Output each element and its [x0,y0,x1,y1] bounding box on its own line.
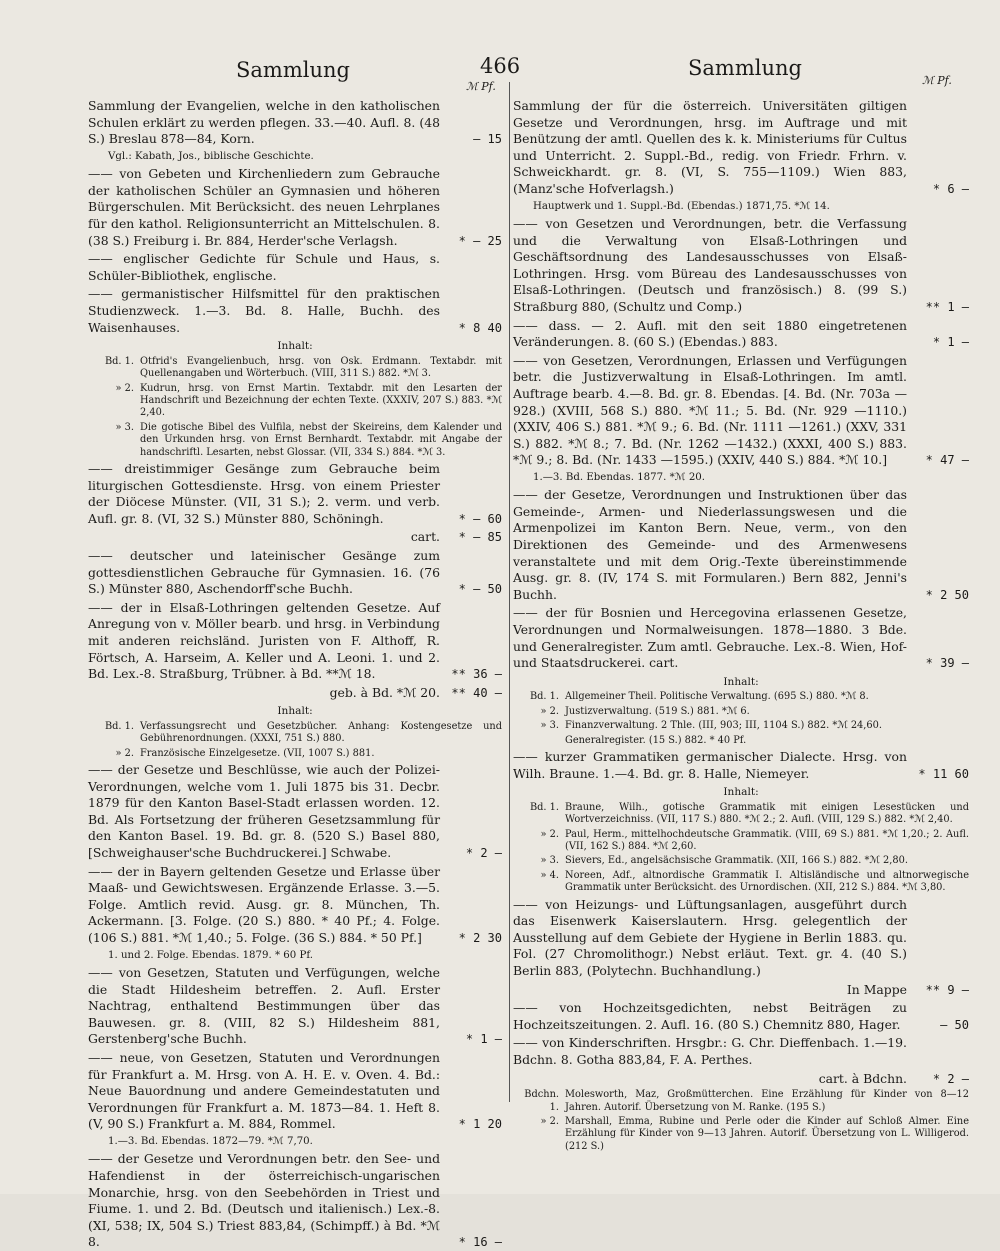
entry-text: —— englischer Gedichte für Schule und Haus, s. Schüler-Bibliothek, englische. [88,251,440,283]
volume-number: » 3. [540,720,559,732]
catalog-entry [88,1151,502,1251]
entry-text: —— der Gesetze, Verordnungen und Instruktionen über das Gemeinde-, Armen- und Niederlassungswesen und die Armenpolizei im Kanton Bern. Neue, verm., von den Direktionen des Gemeinde- und des Armenwesens veranstaltete und mit dem Orig.-Texte übereinstimmende Ausg. gr. 8. (IV, 174 S. mit Formularen.) Bern 882, Jenni's Buchh. [513,487,907,602]
volume-title: Generalregister. (15 S.) 882. * 40 Pf. [565,734,747,746]
page-number: 466 [480,54,521,78]
volume-number: » 3. [540,855,559,867]
entry-price: * 11 60 [918,766,969,781]
entry-text: —— germanistischer Hilfsmittel für den praktischen Studienzweck. 1.—3. Bd. 8. Halle, Buchh. des Waisenhauses. [88,286,440,335]
volume-title: Finanzverwaltung. 2 Thle. (III, 903; III, 1104 S.) 882. *ℳ 24,60. [565,720,882,732]
entry-text: —— der für Bosnien und Hercegovina erlassenen Gesetze, Verordnungen und Normalweisungen. 1878—1880. 3 Bde. und Generalregister. Zum amtl. Gebrauche. Lex.-8. Wien, Hof- und Staatsdruckerei. cart. [513,605,907,671]
volume-title: Französische Einzelgesetze. (VII, 1007 S.) 881. [140,747,375,759]
entry-price: * 8 40 [458,320,502,335]
catalog-entry [88,965,502,1048]
volume-title: Justizverwaltung. (519 S.) 881. *ℳ 6. [565,705,750,717]
volume-item [513,691,969,703]
entry-text: cart. à Bdchn. [818,1070,907,1086]
contents-heading: Inhalt: [277,705,313,718]
catalog-entry [513,318,969,351]
left-running-title: Sammlung [236,58,350,82]
entry-price: * 47 — [925,453,969,468]
contents-heading: Inhalt: [723,675,759,688]
entry-price: ** 1 — [925,299,969,314]
volume-number: Bd. 1. [104,355,134,367]
entry-price: * 1 — [932,335,969,350]
volume-number: Bd. 1. [529,801,559,813]
volume-item [88,356,502,381]
page-header [0,54,1000,93]
catalog-entry [513,605,969,671]
volume-number: Bd. 1. [104,720,134,732]
volume-number: » 3. [115,421,134,433]
catalog-entry [88,864,502,947]
entry-price: * 6 — [932,181,969,196]
catalog-entry [513,487,969,603]
binding-price-line [88,685,502,702]
entry-text: geb. à Bd. *ℳ 20. [329,684,440,700]
entry-text: —— der Gesetze und Beschlüsse, wie auch der Polizei-Verordnungen, welche vom 1. Juli 1875 bis 31. Decbr. 1879 für den Kanton Basel-Stadt erlassen worden. 12. Bd. Als Fortsetzung der früheren Gesetzsammlung für den Kanton Basel. 19. Bd. gr. 8. (520 S.) Basel 880, [Schweighauser'sche Buchdruckerei.] Schwabe. [88,762,440,861]
volume-number: » 2. [115,747,134,759]
entry-text: —— neue, von Gesetzen, Statuten und Verordnungen für Frankfurt a. M. Hrsg. von A. H. E. v. Oven. 4. Bd.: Neue Bauordnung und andere Gemeindestatuten und Verordnungen für Frankfurt a. M. 1873—84. 1. Heft 8. (V, 90 S.) Frankfurt a. M. 884, Rommel. [88,1050,440,1132]
entry-text: Sammlung der Evangelien, welche in den katholischen Schulen erklärt zu werden pflegen. 33.—40. Aufl. 8. (48 S.) Breslau 878—84, Korn. [88,98,440,147]
entry-text: —— der in Bayern geltenden Gesetze und Erlasse über Maaß- und Gewichtswesen. Ergänzende Erlasse. 3.—5. Folge. Amtlich revid. Ausg. gr. 8. München, Th. Ackermann. [3. Folge. (20 S.) 880. * 40 Pf.; 4. Folge. (106 S.) 881. *ℳ 1,40.; 5. Folge. (36 S.) 884. * 50 Pf.] [88,863,440,946]
catalog-entry [88,461,502,527]
entry-text: —— von Kinderschriften. Hrsgbr.: G. Chr. Dieffenbach. 1.—19. Bdchn. 8. Gotha 883,84, F. A. Perthes. [513,1035,907,1067]
binding-price-line [88,529,502,546]
catalog-entry [88,251,502,284]
entry-price: * 16 — [458,1235,502,1250]
volume-number: » 2. [115,382,134,394]
right-running-title: Sammlung [688,56,802,80]
entry-text: cart. [410,529,440,545]
catalog-entry [513,1035,969,1068]
catalog-entry [88,762,502,862]
entry-price: * 2 — [932,1071,969,1086]
volume-item [513,720,969,732]
volume-item [88,422,502,459]
volume-title: Sievers, Ed., angelsächsische Grammatik. (XII, 166 S.) 882. *ℳ 2,80. [565,855,908,867]
catalog-entry [513,353,969,469]
entry-text: Sammlung der für die österreich. Universitäten giltigen Gesetze und Verordnungen, hrsg. im Auftrage und mit Benützung der amtl. Quellen des k. k. Ministeriums für Cultus und Unterricht. 2. Suppl.-Bd., redig. von Friedr. Frhrn. v. Schweickhardt. gr. 8. (VI, S. 755—1109.) Wien 883, (Manz'sche Hofverlagsh.) [513,98,907,196]
volume-number: Bdchn. 1. [524,1089,559,1113]
entry-note: 1.—3. Bd. Ebendas. 1872—79. *ℳ 7,70. [108,1135,313,1147]
volume-title: Kudrun, hrsg. von Ernst Martin. Textabdr. mit den Lesarten der Handschrift und Bezeichnung der echten Texte. (XXXIV, 207 S.) 883. *ℳ 2,40. [140,382,502,419]
volume-title: Otfrid's Evangelienbuch, hrsg. von Osk. Erdmann. Textabdr. mit Quellenangaben und Wörterbuch. (VIII, 311 S.) 882. *ℳ 3. [140,355,502,380]
catalog-entry [513,749,969,782]
volume-item [88,383,502,420]
entry-price: — 50 [940,1017,969,1032]
volume-item [513,706,969,718]
entry-text: —— von Hochzeitsgedichten, nebst Beiträgen zu Hochzeitszeitungen. 2. Aufl. 16. (80 S.) Chemnitz 880, Hager. [513,1000,907,1032]
entry-text: —— dass. — 2. Aufl. mit den seit 1880 eingetretenen Veränderungen. 8. (60 S.) (Ebendas.) 883. [513,317,907,350]
volume-item [513,735,969,747]
column-divider [509,82,510,1102]
volume-item [513,870,969,895]
volume-item [513,855,969,867]
entry-text: —— kurzer Grammatiken germanischer Dialecte. Hrsg. von Wilh. Braune. 1.—4. Bd. gr. 8. Halle, Niemeyer. [513,749,907,781]
entry-price: * — 85 [458,530,502,545]
binding-price-line [513,982,969,999]
entry-price: ** 40 — [451,685,502,700]
volume-title: Molesworth, Maz, Großmütterchen. Eine Erzählung für Kinder von 8—12 Jahren. Autorif. Übersetzung von M. Ranke. (195 S.) [565,1089,969,1113]
catalog-entry [513,897,969,980]
right-column [513,98,969,1154]
volume-item [88,721,502,746]
entry-text: In Mappe [846,981,907,997]
entry-price: * — 50 [458,582,502,597]
volume-number: » 2. [540,705,559,717]
entry-price: * 39 — [925,656,969,671]
contents-heading: Inhalt: [723,786,759,799]
entry-price: * 2 — [465,846,502,861]
volume-title: Braune, Wilh., gotische Grammatik mit einigen Lesestücken und Wortverzeichniss. (VII, 117 S.) 880. *ℳ 2.; 2. Aufl. (VIII, 129 S.) 882. *ℳ 2,40. [565,801,969,826]
catalog-entry [88,1050,502,1133]
entry-price: * 2 50 [925,587,969,602]
volume-item [513,1116,969,1153]
volume-title: Paul, Herm., mittelhochdeutsche Grammatik. (VIII, 69 S.) 881. *ℳ 1,20.; 2. Aufl. (VII, 162 S.) 884. *ℳ 2,60. [565,828,969,853]
entry-text: —— von Gebeten und Kirchenliedern zum Gebrauche der katholischen Schüler an Gymnasien und höheren Bürgerschulen. Mit Berücksicht. des neuen Lehrplanes für den kathol. Religionsunterricht an Mittelschulen. 8. (38 S.) Freiburg i. Br. 884, Herder'sche Verlagsh. [88,166,440,248]
volume-item [513,1089,969,1114]
volume-title: Verfassungsrecht und Gesetzbücher. Anhang: Kostengesetze und Gebührenordnungen. (XXXI, 751 S.) 880. [140,720,502,745]
entry-price: ** 9 — [925,982,969,997]
entry-price: * 1 — [465,1032,502,1047]
left-currency-unit: ℳ Pf. [466,80,496,93]
volume-number: » 2. [540,828,559,840]
entry-price: ** 36 — [451,667,502,682]
catalog-entry [88,600,502,683]
volume-title: Die gotische Bibel des Vulfila, nebst der Skeireins, dem Kalender und den Urkunden hrsg. von Ernst Bernhardt. Textabdr. mit Angabe der handschriftl. Lesarten, nebst Glossar. (VII, 334 S.) 884. *ℳ 3. [140,421,502,458]
entry-note: Vgl.: Kabath, Jos., biblische Geschichte. [108,150,314,162]
left-column [88,98,502,1250]
catalog-entry [88,166,502,249]
volume-item [88,748,502,760]
volume-title: Noreen, Adf., altnordische Grammatik I. Altisländische und altnorwegische Grammatik unter Berücksicht. des Urnordischen. (XII, 212 S.) 884. *ℳ 3,80. [565,869,969,894]
contents-heading: Inhalt: [277,340,313,353]
catalog-entry [513,1000,969,1033]
catalog-entry [513,216,969,316]
catalog-entry [513,98,969,198]
entry-price: * — 60 [458,511,502,526]
entry-text: —— von Gesetzen, Statuten und Verfügungen, welche die Stadt Hildesheim betreffen. 2. Aufl. Erster Nachtrag, enthaltend Bestimmungen über das Bauwesen. gr. 8. (VIII, 82 S.) Hildesheim 881, Gerstenberg'sche Buchh. [88,965,440,1047]
volume-number: Bd. 1. [529,691,559,703]
entry-note: Hauptwerk und 1. Suppl.-Bd. (Ebendas.) 1871,75. *ℳ 14. [533,200,830,212]
entry-price: * — 25 [458,233,502,248]
entry-price: — 15 [473,132,502,147]
volume-number: » 2. [540,1116,559,1127]
volume-number: » 4. [540,869,559,881]
entry-price: * 1 20 [458,1117,502,1132]
volume-title: Marshall, Emma, Rubine und Perle oder die Kinder auf Schloß Almer. Eine Erzählung für Kinder von 9—13 Jahren. Autorif. Übersetzung von L. Willigerod. (212 S.) [565,1116,969,1152]
volume-item [513,802,969,827]
entry-note: 1. und 2. Folge. Ebendas. 1879. * 60 Pf. [108,949,314,961]
entry-text: —— deutscher und lateinischer Gesänge zum gottesdienstlichen Gebrauche für Gymnasien. 16. (76 S.) Münster 880, Aschendorff'sche Buchh. [88,547,440,597]
right-currency-unit: ℳ Pf. [922,74,952,87]
binding-price-line [513,1071,969,1088]
entry-price: * 2 30 [458,931,502,946]
entry-text: —— der Gesetze und Verordnungen betr. den See- und Hafendienst in der österreichisch-ungarischen Monarchie, hrsg. von den Seebehörden in Triest und Fiume. 1. und 2. Bd. (Deutsch und italienisch.) Lex.-8. (XI, 538; IX, 504 S.) Triest 883,84, (Schimpff.) à Bd. *ℳ 8. [88,1151,440,1250]
entry-text: —— von Gesetzen und Verordnungen, betr. die Verfassung und die Verwaltung von Elsaß-Lothringen und Geschäftsordnung des Landesausschusses von Elsaß-Lothringen. Hrsg. vom Büreau des Landesausschusses von Elsaß-Lothringen. (Deutsch und französisch.) 8. (99 S.) Straßburg 880, (Schultz und Comp.) [513,215,907,314]
volume-title: Allgemeiner Theil. Politische Verwaltung. (695 S.) 880. *ℳ 8. [565,691,869,703]
catalog-entry [88,98,502,148]
entry-text: —— dreistimmiger Gesänge zum Gebrauche beim liturgischen Gottesdienste. Hrsg. von einem Priester der Diöcese Münster. (VII, 31 S.); 2. verm. und verb. Aufl. gr. 8. (VI, 32 S.) Münster 880, Schöningh. [88,460,440,526]
entry-text: —— der in Elsaß-Lothringen geltenden Gesetze. Auf Anregung von v. Möller bearb. und hrsg. in Verbindung mit anderen reichsländ. Juristen von F. Althoff, R. Förtsch, A. Harseim, A. Keller und A. Leoni. 1. und 2. Bd. Lex.-8. Straßburg, Trübner. à Bd. **ℳ 18. [88,599,440,682]
volume-item [513,829,969,854]
catalog-entry [88,548,502,598]
entry-text: —— von Gesetzen, Verordnungen, Erlassen und Verfügungen betr. die Justizverwaltung in Elsaß-Lothringen. Im amtl. Auftrage bearb. 4.—8. Bd. gr. 8. Ebendas. [4. Bd. (Nr. 703a —928.) (XVIII, 568 S.) 880. *ℳ 11.; 5. Bd. (Nr. 929 —1110.) (XXIV, 406 S.) 881. *ℳ 9.; 6. Bd. (Nr. 1111 —1261.) (XXV, 331 S.) 882. *ℳ 8.; 7. Bd. (Nr. 1262 —1432.) (XXXI, 400 S.) 883. *ℳ 9.; 8. Bd. (Nr. 1433 —1595.) (XXIV, 440 S.) 884. *ℳ 10.] [513,352,907,468]
entry-note: 1.—3. Bd. Ebendas. 1877. *ℳ 20. [533,471,706,483]
catalog-entry [88,286,502,336]
entry-text: —— von Heizungs- und Lüftungsanlagen, ausgeführt durch das Eisenwerk Kaiserslautern. Hrsg. gelegentlich der Ausstellung auf dem Gebiete der Hygiene in Berlin 1883. qu. Fol. (27 Chromolithogr.) Nebst erläut. Text. gr. 4. (40 S.) Berlin 883, (Polytechn. Buchhandlung.) [513,896,907,979]
volume-number [513,735,565,747]
